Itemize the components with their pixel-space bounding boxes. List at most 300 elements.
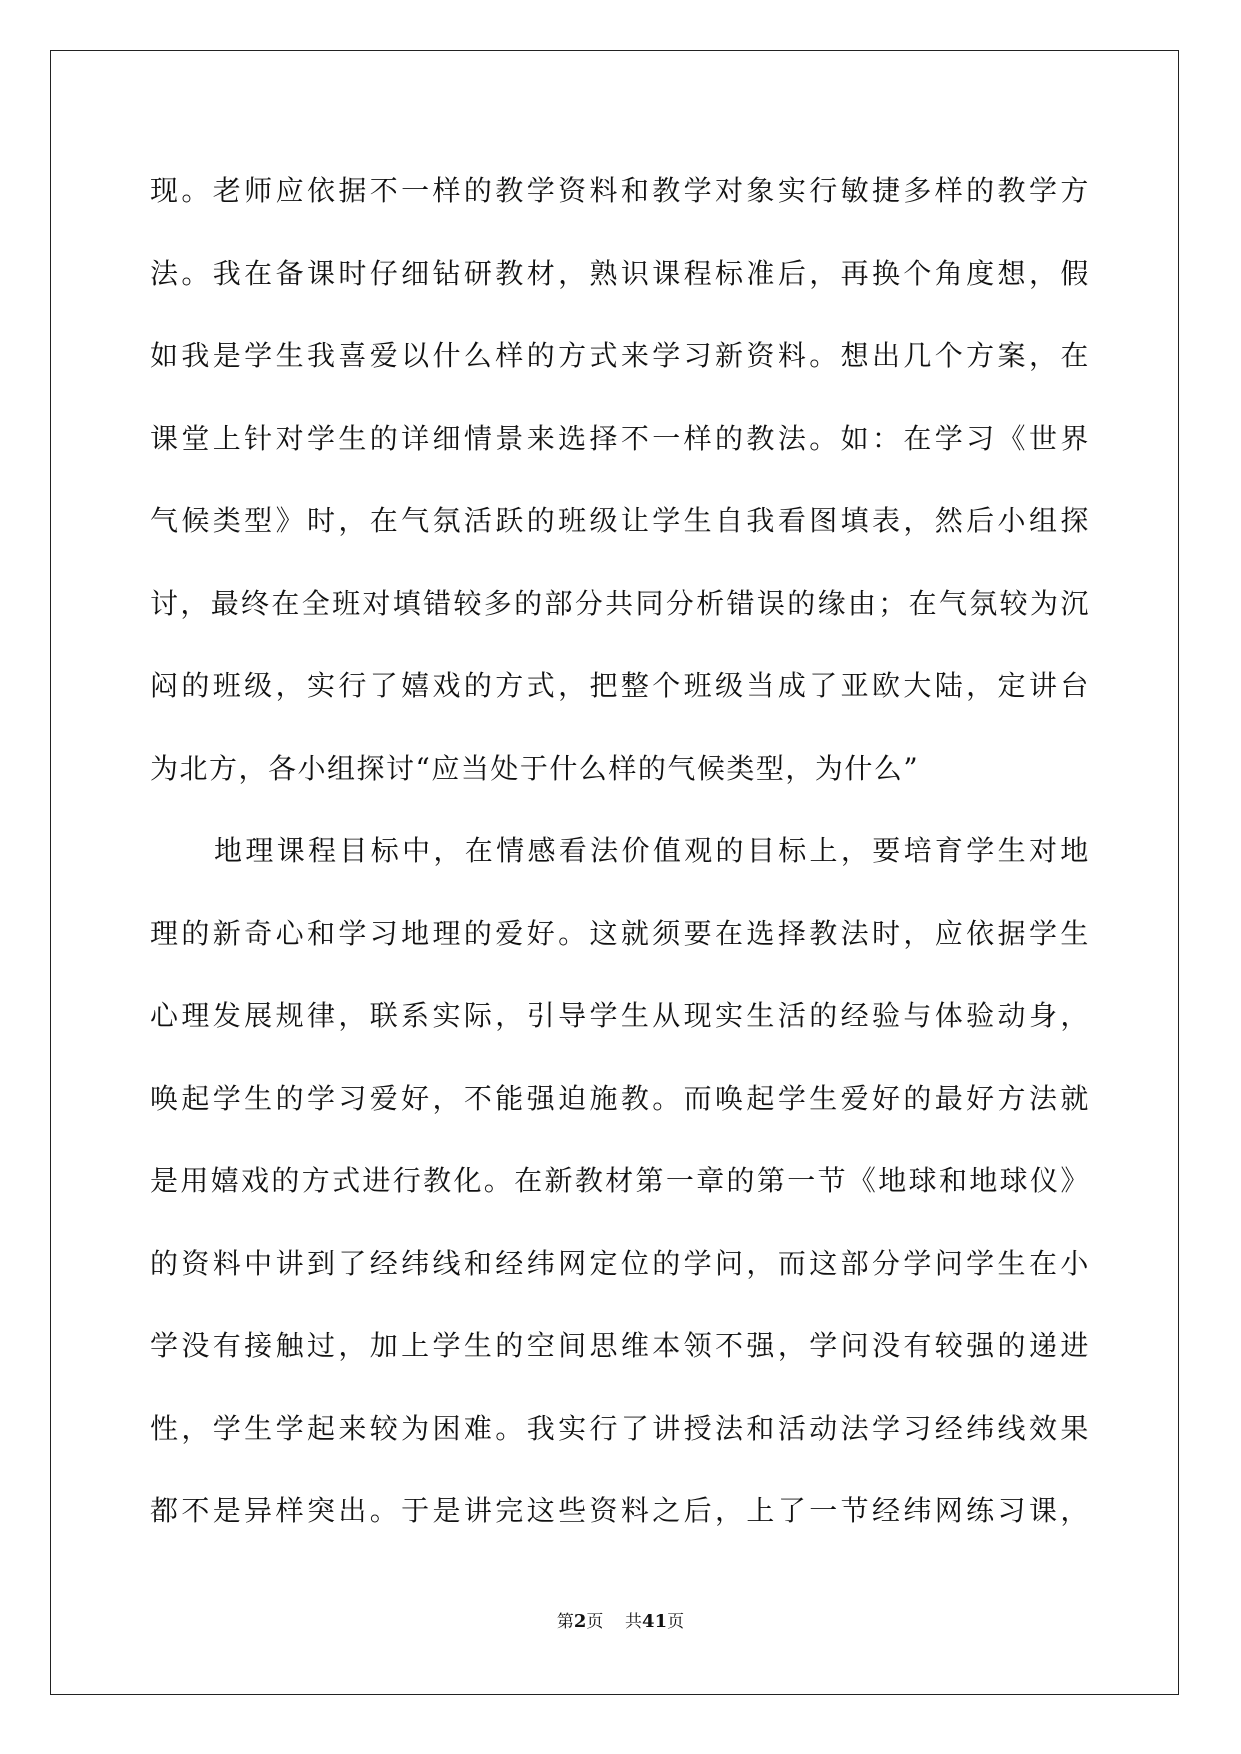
glyph: 堂	[181, 421, 211, 455]
glyph: 纬	[401, 1246, 431, 1280]
glyph: 部	[544, 586, 574, 620]
glyph: 值	[652, 834, 683, 867]
glyph: 课	[652, 256, 682, 290]
glyph: 在	[1028, 1246, 1059, 1280]
glyph: 为	[401, 1411, 431, 1445]
glyph: 料	[777, 339, 808, 372]
glyph: 对	[1028, 834, 1059, 867]
glyph: 爱	[369, 339, 400, 372]
text-line	[150, 1305, 1090, 1388]
glyph: 我	[212, 256, 243, 290]
glyph: 共	[605, 586, 635, 620]
glyph: 生	[997, 1246, 1028, 1280]
glyph: 到	[306, 1246, 337, 1280]
glyph: 身	[1028, 999, 1059, 1032]
glyph: 好	[401, 1081, 431, 1115]
glyph: 教	[997, 174, 1028, 207]
glyph: 生	[683, 504, 714, 537]
glyph: 生	[244, 1411, 274, 1445]
glyph: 网	[934, 1494, 965, 1527]
glyph: 想	[840, 339, 871, 372]
glyph: 困	[432, 1411, 463, 1445]
glyph: 的	[150, 1246, 180, 1280]
glyph: 候	[181, 504, 211, 537]
glyph: 出	[871, 339, 902, 372]
glyph: 现	[683, 999, 714, 1032]
glyph: 学	[150, 1329, 180, 1362]
text-line	[150, 398, 1090, 481]
glyph: 标	[715, 256, 745, 290]
text-line	[150, 480, 1090, 563]
glyph: 学	[1028, 916, 1059, 950]
glyph: 从	[652, 999, 682, 1032]
glyph: 导	[558, 999, 588, 1032]
glyph: 标	[778, 834, 808, 867]
glyph: 位	[620, 1246, 651, 1280]
text-line	[150, 563, 1090, 646]
glyph: 学	[683, 174, 714, 207]
glyph: 行	[338, 669, 368, 702]
glyph: 和	[746, 1411, 776, 1445]
glyph: 新	[544, 1164, 574, 1197]
glyph: 世	[1028, 421, 1059, 455]
glyph: 领	[683, 1329, 714, 1362]
glyph: 较	[999, 586, 1030, 620]
glyph: 了	[620, 1411, 651, 1445]
glyph: 详	[401, 421, 431, 455]
glyph: 新	[212, 916, 243, 950]
glyph: 部	[840, 1246, 871, 1280]
glyph: 验	[871, 999, 902, 1032]
glyph: 加	[369, 1329, 400, 1362]
glyph: 级	[244, 669, 274, 702]
document-body	[150, 150, 1090, 1553]
glyph: 仔	[369, 256, 400, 290]
glyph: 育	[934, 834, 965, 867]
glyph: 培	[903, 834, 934, 867]
glyph: 错	[726, 586, 757, 620]
glyph: 这	[589, 916, 619, 950]
glyph: ，	[180, 586, 210, 620]
glyph: 班	[683, 669, 714, 702]
glyph: 填	[840, 504, 871, 537]
glyph: 氛	[432, 504, 463, 537]
glyph: 角	[934, 256, 965, 290]
glyph: 情	[496, 834, 526, 867]
glyph: 和	[620, 174, 651, 207]
glyph: 是	[150, 1164, 180, 1197]
glyph: 实	[432, 999, 463, 1032]
glyph: 的	[652, 1246, 682, 1280]
glyph: 这	[526, 1494, 557, 1527]
glyph: 一	[809, 1494, 839, 1527]
glyph: 小	[1060, 1246, 1090, 1280]
glyph: 活	[777, 999, 808, 1032]
glyph: 了	[369, 669, 400, 702]
glyph: 式	[526, 669, 557, 702]
glyph: 讲	[463, 1494, 494, 1527]
glyph: 法	[150, 256, 180, 290]
glyph: 爱	[840, 1081, 871, 1115]
glyph: 识	[620, 256, 651, 290]
total-prefix: 共	[625, 1612, 643, 1632]
glyph: 了	[777, 1494, 808, 1527]
glyph: 闷	[150, 669, 180, 702]
glyph: 看	[777, 504, 808, 537]
glyph: 整	[620, 669, 651, 702]
glyph: 同	[635, 586, 666, 620]
text-line	[150, 893, 1090, 976]
glyph: 我	[746, 504, 776, 537]
glyph: 料	[589, 174, 619, 207]
glyph: 中	[244, 1246, 274, 1280]
paragraph-2	[150, 810, 1090, 1553]
glyph: 由	[847, 586, 878, 620]
glyph: 这	[809, 1246, 839, 1280]
glyph: 全	[301, 586, 332, 620]
glyph: 材	[605, 1164, 635, 1197]
glyph: 定	[589, 1246, 619, 1280]
glyph: 组	[1028, 504, 1059, 537]
glyph: 》	[1060, 1164, 1090, 1197]
glyph: 地	[878, 1164, 908, 1197]
glyph: 资	[181, 1246, 211, 1280]
glyph: 图	[809, 504, 839, 537]
glyph: 备	[275, 256, 306, 290]
glyph: 讲	[275, 1246, 306, 1280]
glyph: ，	[1060, 999, 1090, 1032]
glyph: 起	[746, 1081, 776, 1115]
glyph: 气	[150, 504, 180, 537]
glyph: 实	[306, 669, 337, 702]
glyph: 后	[966, 504, 996, 537]
glyph: 是	[432, 1494, 463, 1527]
glyph: 不	[620, 421, 651, 455]
glyph: 填	[392, 586, 423, 620]
glyph: 理	[181, 999, 211, 1032]
glyph: 的	[715, 421, 745, 455]
glyph: 如	[150, 339, 180, 372]
glyph: 好	[871, 1081, 902, 1115]
glyph: 依	[966, 916, 996, 950]
glyph: 能	[495, 1081, 525, 1115]
glyph: 空	[526, 1329, 557, 1362]
glyph: 有	[903, 1329, 933, 1362]
glyph: 理	[245, 834, 275, 867]
glyph: 的	[271, 1164, 301, 1197]
glyph: 样	[934, 174, 965, 207]
glyph: 级	[715, 669, 745, 702]
glyph: 触	[275, 1329, 306, 1362]
glyph: 的	[809, 999, 839, 1032]
glyph: 用	[180, 1164, 210, 1197]
glyph: 生	[809, 1081, 839, 1115]
glyph: 法	[1028, 1081, 1059, 1115]
glyph: 没	[871, 1329, 902, 1362]
glyph: 学	[652, 504, 682, 537]
glyph: 课	[150, 421, 180, 455]
glyph: ，	[809, 256, 839, 290]
glyph: 经	[495, 1246, 525, 1280]
glyph: 几	[903, 339, 933, 372]
glyph: 章	[696, 1164, 726, 1197]
glyph: 想	[997, 256, 1028, 290]
glyph: 就	[1060, 1081, 1090, 1115]
glyph: 成	[777, 669, 808, 702]
glyph: 。	[483, 1164, 514, 1197]
glyph: 学	[275, 1411, 306, 1445]
glyph: 捷	[871, 174, 902, 207]
glyph: 的	[495, 1329, 525, 1362]
glyph: 多	[483, 586, 514, 620]
glyph: 学	[683, 1246, 714, 1280]
glyph: 法	[715, 1411, 745, 1445]
glyph: ，	[966, 669, 996, 702]
glyph: 型	[244, 504, 274, 537]
text-line	[150, 810, 1090, 893]
glyph: ；	[878, 586, 908, 620]
glyph: 为	[1029, 586, 1060, 620]
glyph: 进	[1060, 1329, 1090, 1362]
glyph: 进	[362, 1164, 392, 1197]
glyph: 在	[1060, 339, 1090, 372]
glyph: 的	[275, 1081, 306, 1115]
glyph: 目	[339, 834, 369, 867]
glyph: 最	[934, 1081, 965, 1115]
glyph: 课	[276, 834, 307, 867]
glyph: 准	[746, 256, 776, 290]
glyph: 经	[369, 1246, 400, 1280]
glyph: 经	[934, 1411, 965, 1445]
glyph: ，	[338, 504, 368, 537]
glyph: 而	[683, 1081, 714, 1115]
glyph: 学	[966, 834, 996, 867]
glyph: 个	[652, 669, 682, 702]
glyph: 了	[338, 1246, 368, 1280]
glyph: 新	[715, 339, 745, 372]
glyph: 气	[938, 586, 969, 620]
glyph: 教	[495, 174, 525, 207]
glyph: 学	[338, 916, 368, 950]
glyph: 爱	[495, 916, 525, 950]
glyph: 唤	[150, 1081, 180, 1115]
glyph: 际	[463, 999, 494, 1032]
glyph: 纬	[966, 1411, 996, 1445]
glyph: 问	[840, 1329, 871, 1362]
glyph: 资	[558, 174, 588, 207]
glyph: 好	[526, 916, 557, 950]
glyph: 了	[809, 669, 839, 702]
glyph: 生	[997, 834, 1028, 867]
glyph: 化	[453, 1164, 483, 1197]
glyph: 选	[558, 421, 588, 455]
glyph: ，	[903, 504, 933, 537]
glyph: 据	[997, 916, 1028, 950]
glyph: 上	[401, 1329, 431, 1362]
glyph: 象	[746, 174, 776, 207]
glyph: 的	[966, 174, 996, 207]
glyph: 界	[1060, 421, 1090, 455]
page-prefix: 第	[556, 1612, 574, 1632]
glyph: 上	[809, 834, 840, 867]
glyph: 错	[423, 586, 453, 620]
glyph: 目	[746, 834, 777, 867]
glyph: 行	[589, 1411, 619, 1445]
glyph: 分	[574, 586, 605, 620]
text-line	[150, 1223, 1090, 1306]
glyph: 法	[777, 421, 808, 455]
glyph: ：	[871, 421, 902, 455]
glyph: 依	[306, 174, 337, 207]
glyph: 老	[212, 174, 243, 207]
glyph: 资	[589, 1494, 619, 1527]
glyph: 。	[181, 174, 211, 207]
glyph: 突	[306, 1494, 337, 1527]
glyph: 效	[1028, 1411, 1059, 1445]
glyph: 对	[715, 174, 745, 207]
glyph: 与	[903, 999, 933, 1032]
glyph: 方	[558, 339, 588, 372]
glyph: 生	[463, 1329, 494, 1362]
glyph: 没	[181, 1329, 211, 1362]
glyph: 地	[214, 834, 244, 867]
total-pages: 41	[642, 1611, 668, 1632]
text-line	[150, 1388, 1090, 1471]
glyph: 陆	[934, 669, 965, 702]
glyph: 生	[620, 999, 651, 1032]
glyph: 标	[370, 834, 401, 867]
text-line	[150, 315, 1090, 398]
glyph: 仪	[1029, 1164, 1060, 1197]
glyph: 《	[847, 1164, 878, 1197]
glyph: 纬	[903, 1494, 933, 1527]
glyph: ，	[275, 669, 306, 702]
glyph: 最	[210, 586, 241, 620]
glyph: 学	[589, 999, 619, 1032]
glyph: 择	[589, 421, 619, 455]
glyph: 一	[665, 1164, 696, 1197]
glyph: 网	[558, 1246, 588, 1280]
glyph: 生	[275, 339, 306, 372]
total-suffix: 页	[667, 1612, 685, 1632]
glyph: 之	[652, 1494, 682, 1527]
glyph: 的	[726, 1164, 757, 1197]
glyph: 较	[369, 1411, 400, 1445]
glyph: 验	[966, 999, 996, 1032]
glyph: 料	[620, 1494, 651, 1527]
glyph: 时	[306, 504, 337, 537]
glyph: 实	[558, 1411, 588, 1445]
paragraph-1	[150, 150, 1090, 810]
glyph: 强	[746, 1329, 776, 1362]
glyph: 跃	[495, 504, 525, 537]
glyph: 的	[181, 916, 211, 950]
glyph: ，	[432, 1081, 463, 1115]
glyph: 么	[463, 339, 494, 372]
glyph: 中	[402, 834, 432, 867]
glyph: ，	[1028, 256, 1059, 290]
glyph: 和	[463, 1246, 494, 1280]
glyph: 学	[306, 421, 337, 455]
glyph: 一	[401, 174, 431, 207]
glyph: 换	[871, 256, 902, 290]
glyph: ，	[495, 999, 525, 1032]
glyph: 问	[934, 1246, 965, 1280]
glyph: 学	[526, 174, 557, 207]
glyph: 程	[308, 834, 338, 867]
glyph: 资	[746, 339, 776, 372]
glyph: 缘	[817, 586, 848, 620]
glyph: 样	[275, 1494, 306, 1527]
glyph: 而	[777, 1246, 808, 1280]
glyph: 些	[558, 1494, 588, 1527]
glyph: 地	[1060, 834, 1090, 867]
text-line	[150, 975, 1090, 1058]
glyph: 细	[432, 421, 463, 455]
glyph: 异	[244, 1494, 274, 1527]
glyph: 习	[997, 1494, 1028, 1527]
glyph: 教	[746, 421, 776, 455]
glyph: 嬉	[210, 1164, 241, 1197]
glyph: 间	[558, 1329, 588, 1362]
glyph: 对	[275, 421, 306, 455]
glyph: 接	[244, 1329, 274, 1362]
glyph: 过	[306, 1329, 337, 1362]
glyph: 个	[903, 256, 933, 290]
glyph: 再	[840, 256, 871, 290]
glyph: 难	[463, 1411, 494, 1445]
glyph: 。	[809, 339, 839, 372]
glyph: 小	[997, 504, 1028, 537]
glyph: 式	[589, 339, 619, 372]
glyph: 活	[463, 504, 494, 537]
glyph: 式	[332, 1164, 362, 1197]
glyph: 学	[652, 339, 682, 372]
glyph: 敏	[840, 174, 871, 207]
text-line	[150, 150, 1090, 233]
glyph: 律	[306, 999, 337, 1032]
glyph: 都	[150, 1494, 180, 1527]
glyph: 表	[871, 504, 902, 537]
glyph: 来	[620, 339, 651, 372]
glyph: 奇	[244, 916, 274, 950]
glyph: 球	[999, 1164, 1030, 1197]
glyph: 爱	[369, 1081, 400, 1115]
glyph: 的	[369, 421, 400, 455]
glyph: ，	[903, 916, 933, 950]
glyph: 教	[620, 1081, 651, 1115]
glyph: 引	[526, 999, 557, 1032]
glyph: 分	[665, 586, 696, 620]
glyph: 我	[306, 339, 337, 372]
glyph: 以	[401, 339, 431, 372]
glyph: 样	[683, 421, 714, 455]
glyph: 度	[966, 256, 996, 290]
glyph: 上	[746, 1494, 776, 1527]
glyph: 在	[514, 1164, 544, 1197]
glyph: 动	[997, 999, 1028, 1032]
glyph: 。	[652, 1081, 682, 1115]
glyph: 。	[181, 256, 211, 290]
glyph: 细	[401, 256, 431, 290]
glyph: ，	[433, 834, 463, 867]
glyph: 球	[908, 1164, 939, 1197]
glyph: 钻	[432, 256, 463, 290]
glyph: 讲	[1028, 669, 1059, 702]
glyph: 理	[432, 916, 463, 950]
glyph: 体	[934, 999, 965, 1032]
glyph: 心	[275, 916, 306, 950]
